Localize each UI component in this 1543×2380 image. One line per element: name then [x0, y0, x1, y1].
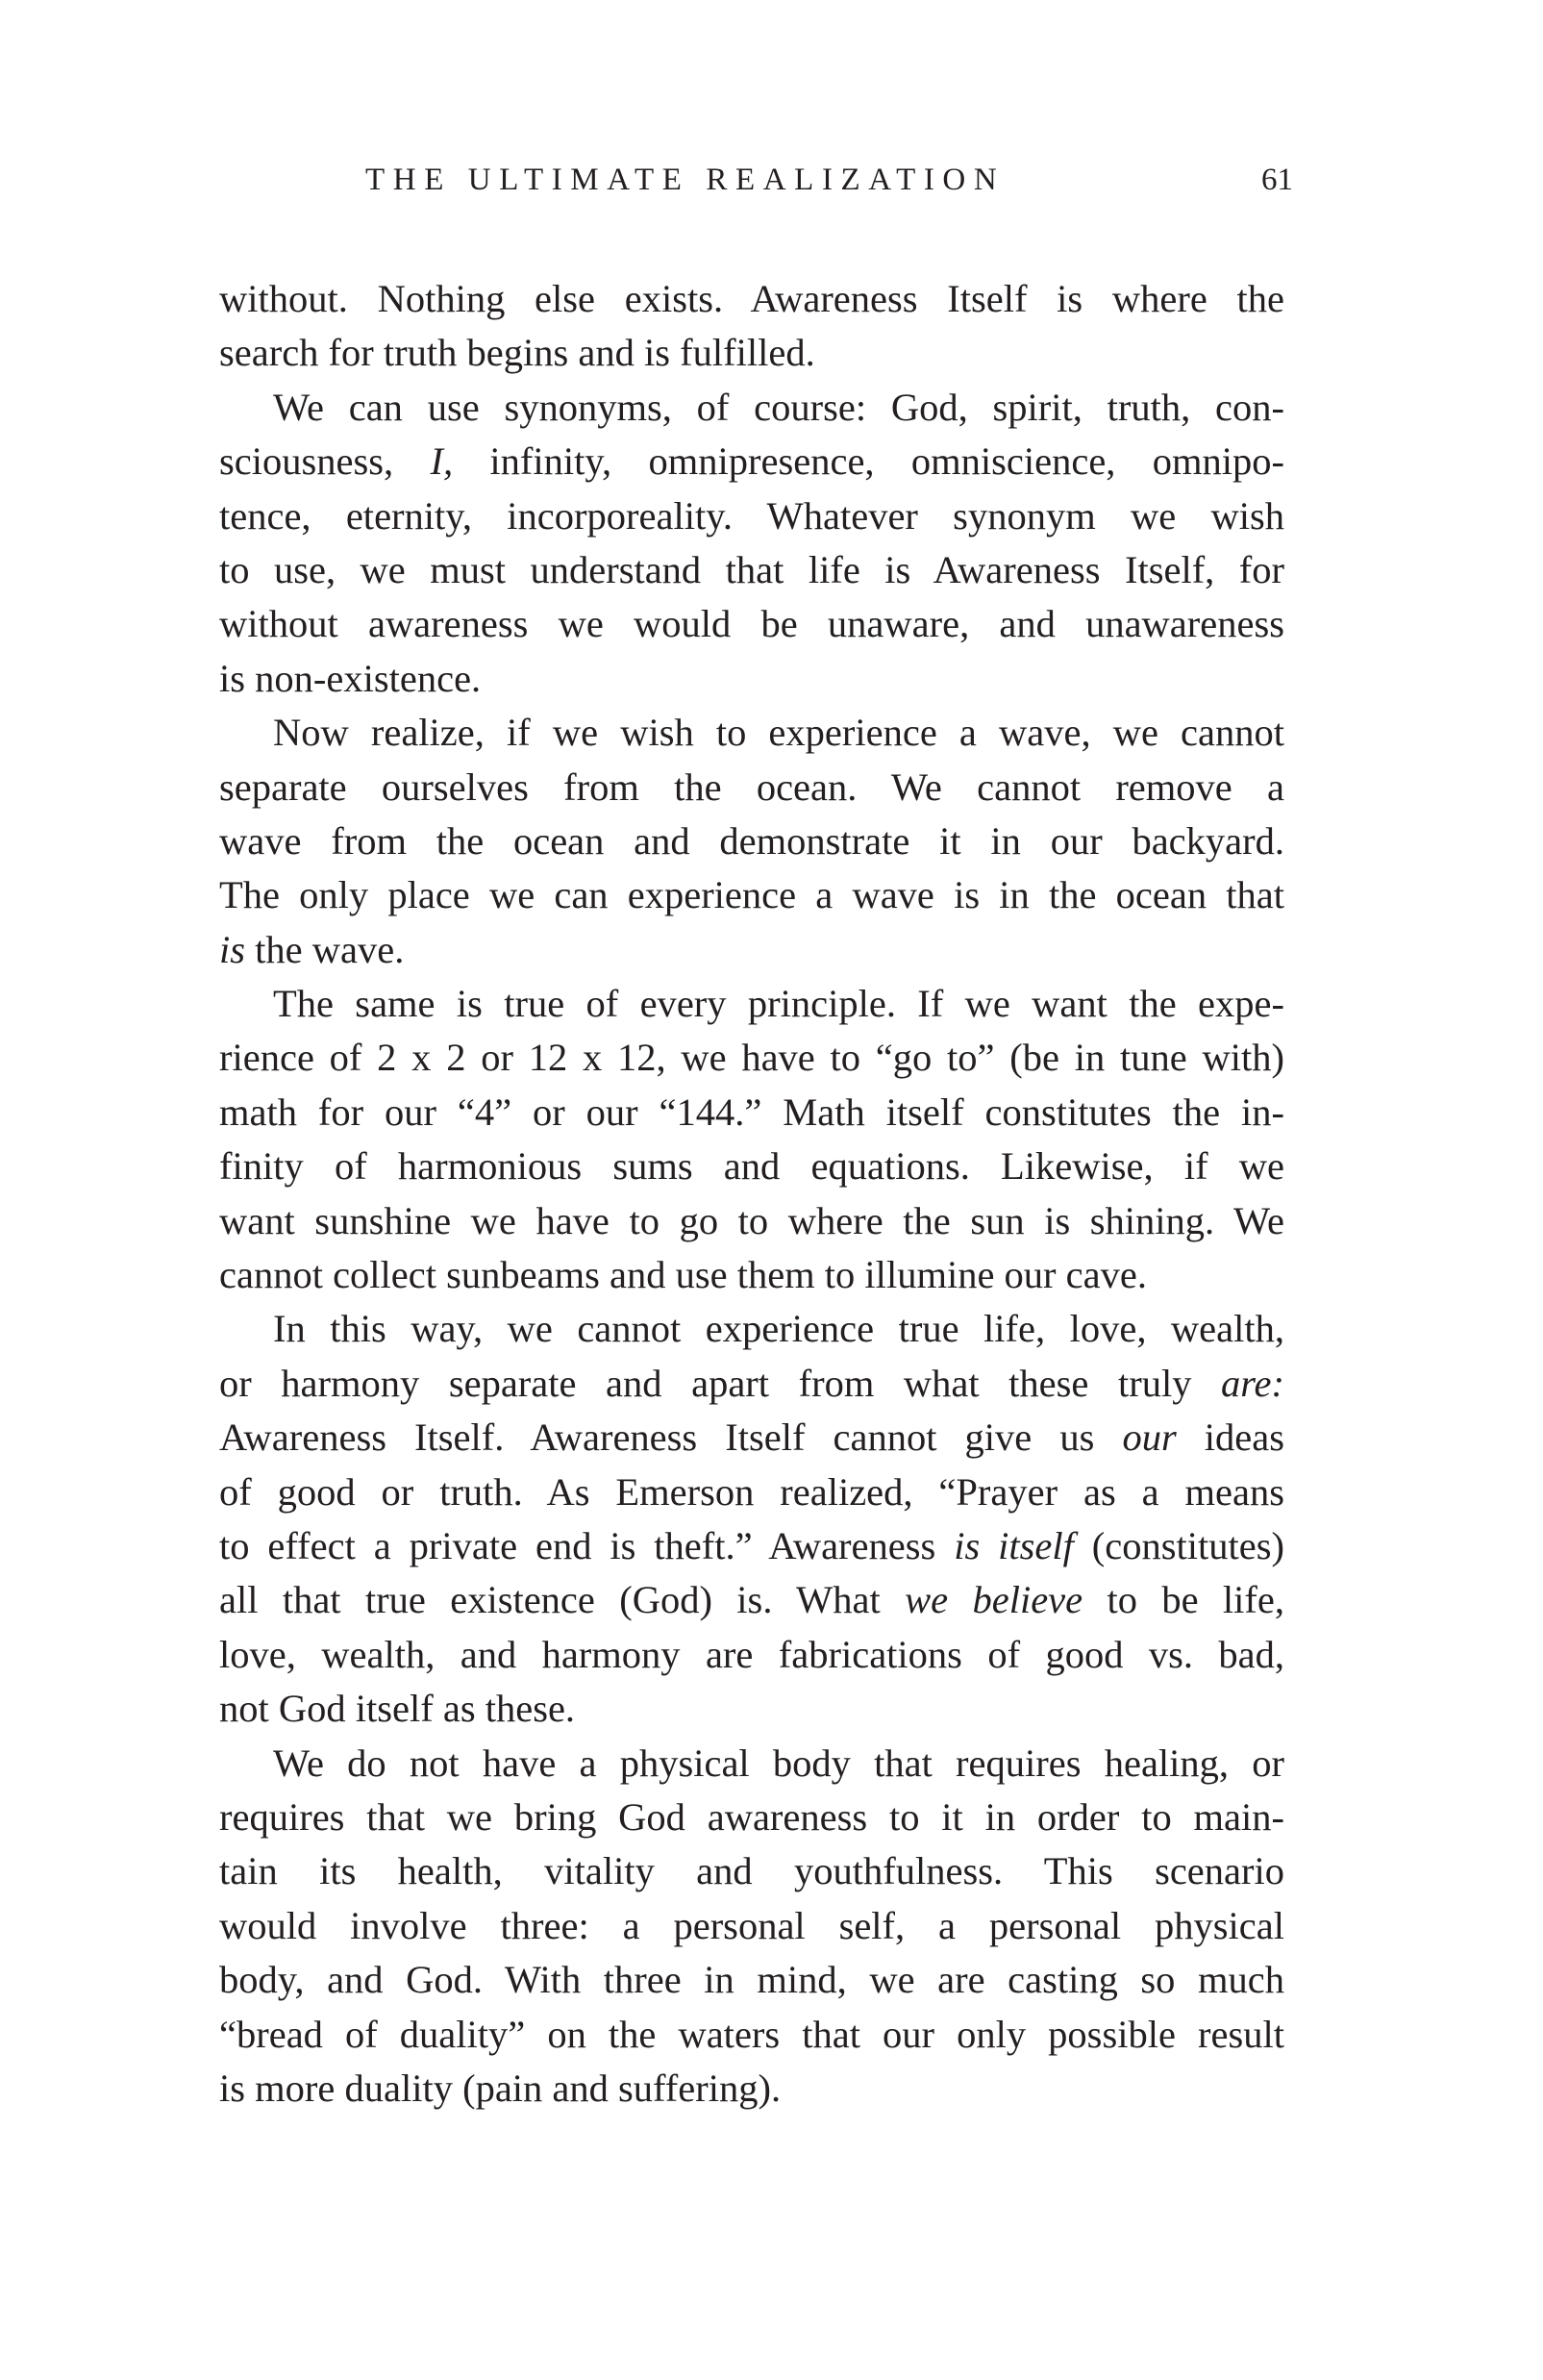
text-run: to effect a private end is theft.” Awareness: [219, 1523, 955, 1567]
text-run: ideas: [1176, 1415, 1284, 1460]
text-line: [219, 489, 1284, 543]
text-run: of good or truth. As Emerson realized, “Prayer as a means: [219, 1469, 1284, 1514]
text-run: The only place we can experience a wave is in the ocean that: [219, 873, 1284, 917]
text-line: [219, 1953, 1284, 2007]
text-run: We can use synonyms, of course: God, spirit, truth, con-: [273, 385, 1284, 429]
text-line: [219, 1357, 1284, 1411]
text-line: [219, 1791, 1284, 1844]
text-run: is non-existence.: [219, 656, 482, 700]
text-run: Awareness Itself. Awareness Itself cannot give us: [219, 1415, 1123, 1460]
text-run: without awareness we would be unaware, and unawareness: [219, 602, 1284, 646]
text-run: love, wealth, and harmony are fabrications of good vs. bad,: [219, 1632, 1284, 1676]
text-line: [219, 1086, 1284, 1140]
text-line: [219, 1194, 1284, 1248]
text-run: would involve three: a personal self, a personal physical: [219, 1903, 1284, 1947]
text-run: We do not have a physical body that requires healing, or: [273, 1741, 1284, 1785]
text-line: [219, 761, 1284, 814]
text-run: want sunshine we have to go to where the sun is shining. We: [219, 1198, 1284, 1242]
text-run: sciousness,: [219, 439, 431, 484]
text-line: [219, 977, 1284, 1031]
text-run: tence, eternity, incorporeality. Whatever synonym we wish: [219, 493, 1284, 538]
running-title: THE ULTIMATE REALIZATION: [365, 163, 1006, 197]
body-text: [219, 272, 1284, 2116]
text-line: [219, 1140, 1284, 1193]
text-run: to use, we must understand that life is Awareness Itself, for: [219, 547, 1284, 591]
text-line: [219, 1031, 1284, 1085]
text-line: [219, 652, 1284, 706]
text-run: separate ourselves from the ocean. We cannot remove a: [219, 764, 1284, 809]
text-run: or harmony separate and apart from what these truly: [219, 1361, 1222, 1405]
text-run: infinity, omnipresence, omniscience, omnipo-: [453, 439, 1285, 484]
text-run: The same is true of every principle. If we want the expe-: [273, 982, 1284, 1026]
text-run: wave from the ocean and demonstrate it in our backyard.: [219, 818, 1284, 863]
text-line: [219, 814, 1284, 868]
text-line: [219, 326, 1284, 380]
text-run: requires that we bring God awareness to it in order to main-: [219, 1794, 1284, 1839]
running-head: [365, 156, 1293, 204]
italic-emphasis: is: [219, 927, 246, 971]
text-run: Now realize, if we wish to experience a wave, we cannot: [273, 711, 1284, 755]
italic-emphasis: is itself: [954, 1523, 1074, 1567]
text-line: [219, 597, 1284, 651]
text-run: to be life,: [1083, 1578, 1284, 1622]
text-run: “bread of duality” on the waters that our only possible result: [219, 2012, 1284, 2056]
text-run: is more duality (pain and suffering).: [219, 2066, 782, 2110]
text-run: search for truth begins and is fulfilled.: [219, 331, 815, 375]
paragraph: [219, 1737, 1284, 2117]
text-line: [219, 435, 1284, 489]
text-line: [219, 1248, 1284, 1302]
italic-emphasis: our: [1122, 1415, 1177, 1460]
text-line: [219, 868, 1284, 922]
text-run: body, and God. With three in mind, we are casting so much: [219, 1958, 1284, 2002]
text-line: [219, 1573, 1284, 1627]
italic-emphasis: we believe: [905, 1578, 1083, 1622]
text-line: [219, 1844, 1284, 1898]
text-run: In this way, we cannot experience true life, love, wealth,: [273, 1307, 1284, 1351]
paragraph: [219, 272, 1284, 381]
text-line: [219, 1302, 1284, 1356]
text-line: [219, 1682, 1284, 1736]
text-line: [219, 706, 1284, 760]
text-run: cannot collect sunbeams and use them to illumine our cave.: [219, 1253, 1147, 1297]
paragraph: [219, 381, 1284, 706]
text-line: [219, 1628, 1284, 1682]
text-line: [219, 1411, 1284, 1465]
text-line: [219, 543, 1284, 597]
text-run: math for our “4” or our “144.” Math itself constitutes the in-: [219, 1090, 1284, 1134]
paragraph: [219, 977, 1284, 1302]
text-line: [219, 1466, 1284, 1519]
page-number: 61: [1261, 163, 1293, 197]
italic-emphasis: I,: [430, 439, 454, 484]
text-run: rience of 2 x 2 or 12 x 12, we have to “go to” (be in tune with): [219, 1036, 1284, 1080]
text-line: [219, 381, 1284, 435]
text-run: (constitutes): [1073, 1523, 1284, 1567]
text-run: finity of harmonious sums and equations. Likewise, if we: [219, 1144, 1284, 1189]
text-line: [219, 272, 1284, 326]
text-run: without. Nothing else exists. Awareness Itself is where the: [219, 277, 1284, 320]
text-run: tain its health, vitality and youthfulness. This scenario: [219, 1849, 1284, 1893]
text-line: [219, 1899, 1284, 1953]
paragraph: [219, 1302, 1284, 1736]
text-line: [219, 2062, 1284, 2116]
text-line: [219, 1519, 1284, 1573]
text-run: all that true existence (God) is. What: [219, 1578, 906, 1622]
text-line: [219, 2008, 1284, 2062]
italic-emphasis: are:: [1221, 1361, 1284, 1405]
paragraph: [219, 706, 1284, 977]
text-run: the wave.: [245, 927, 405, 971]
text-line: [219, 923, 1284, 977]
text-line: [219, 1737, 1284, 1791]
text-run: not God itself as these.: [219, 1687, 576, 1731]
